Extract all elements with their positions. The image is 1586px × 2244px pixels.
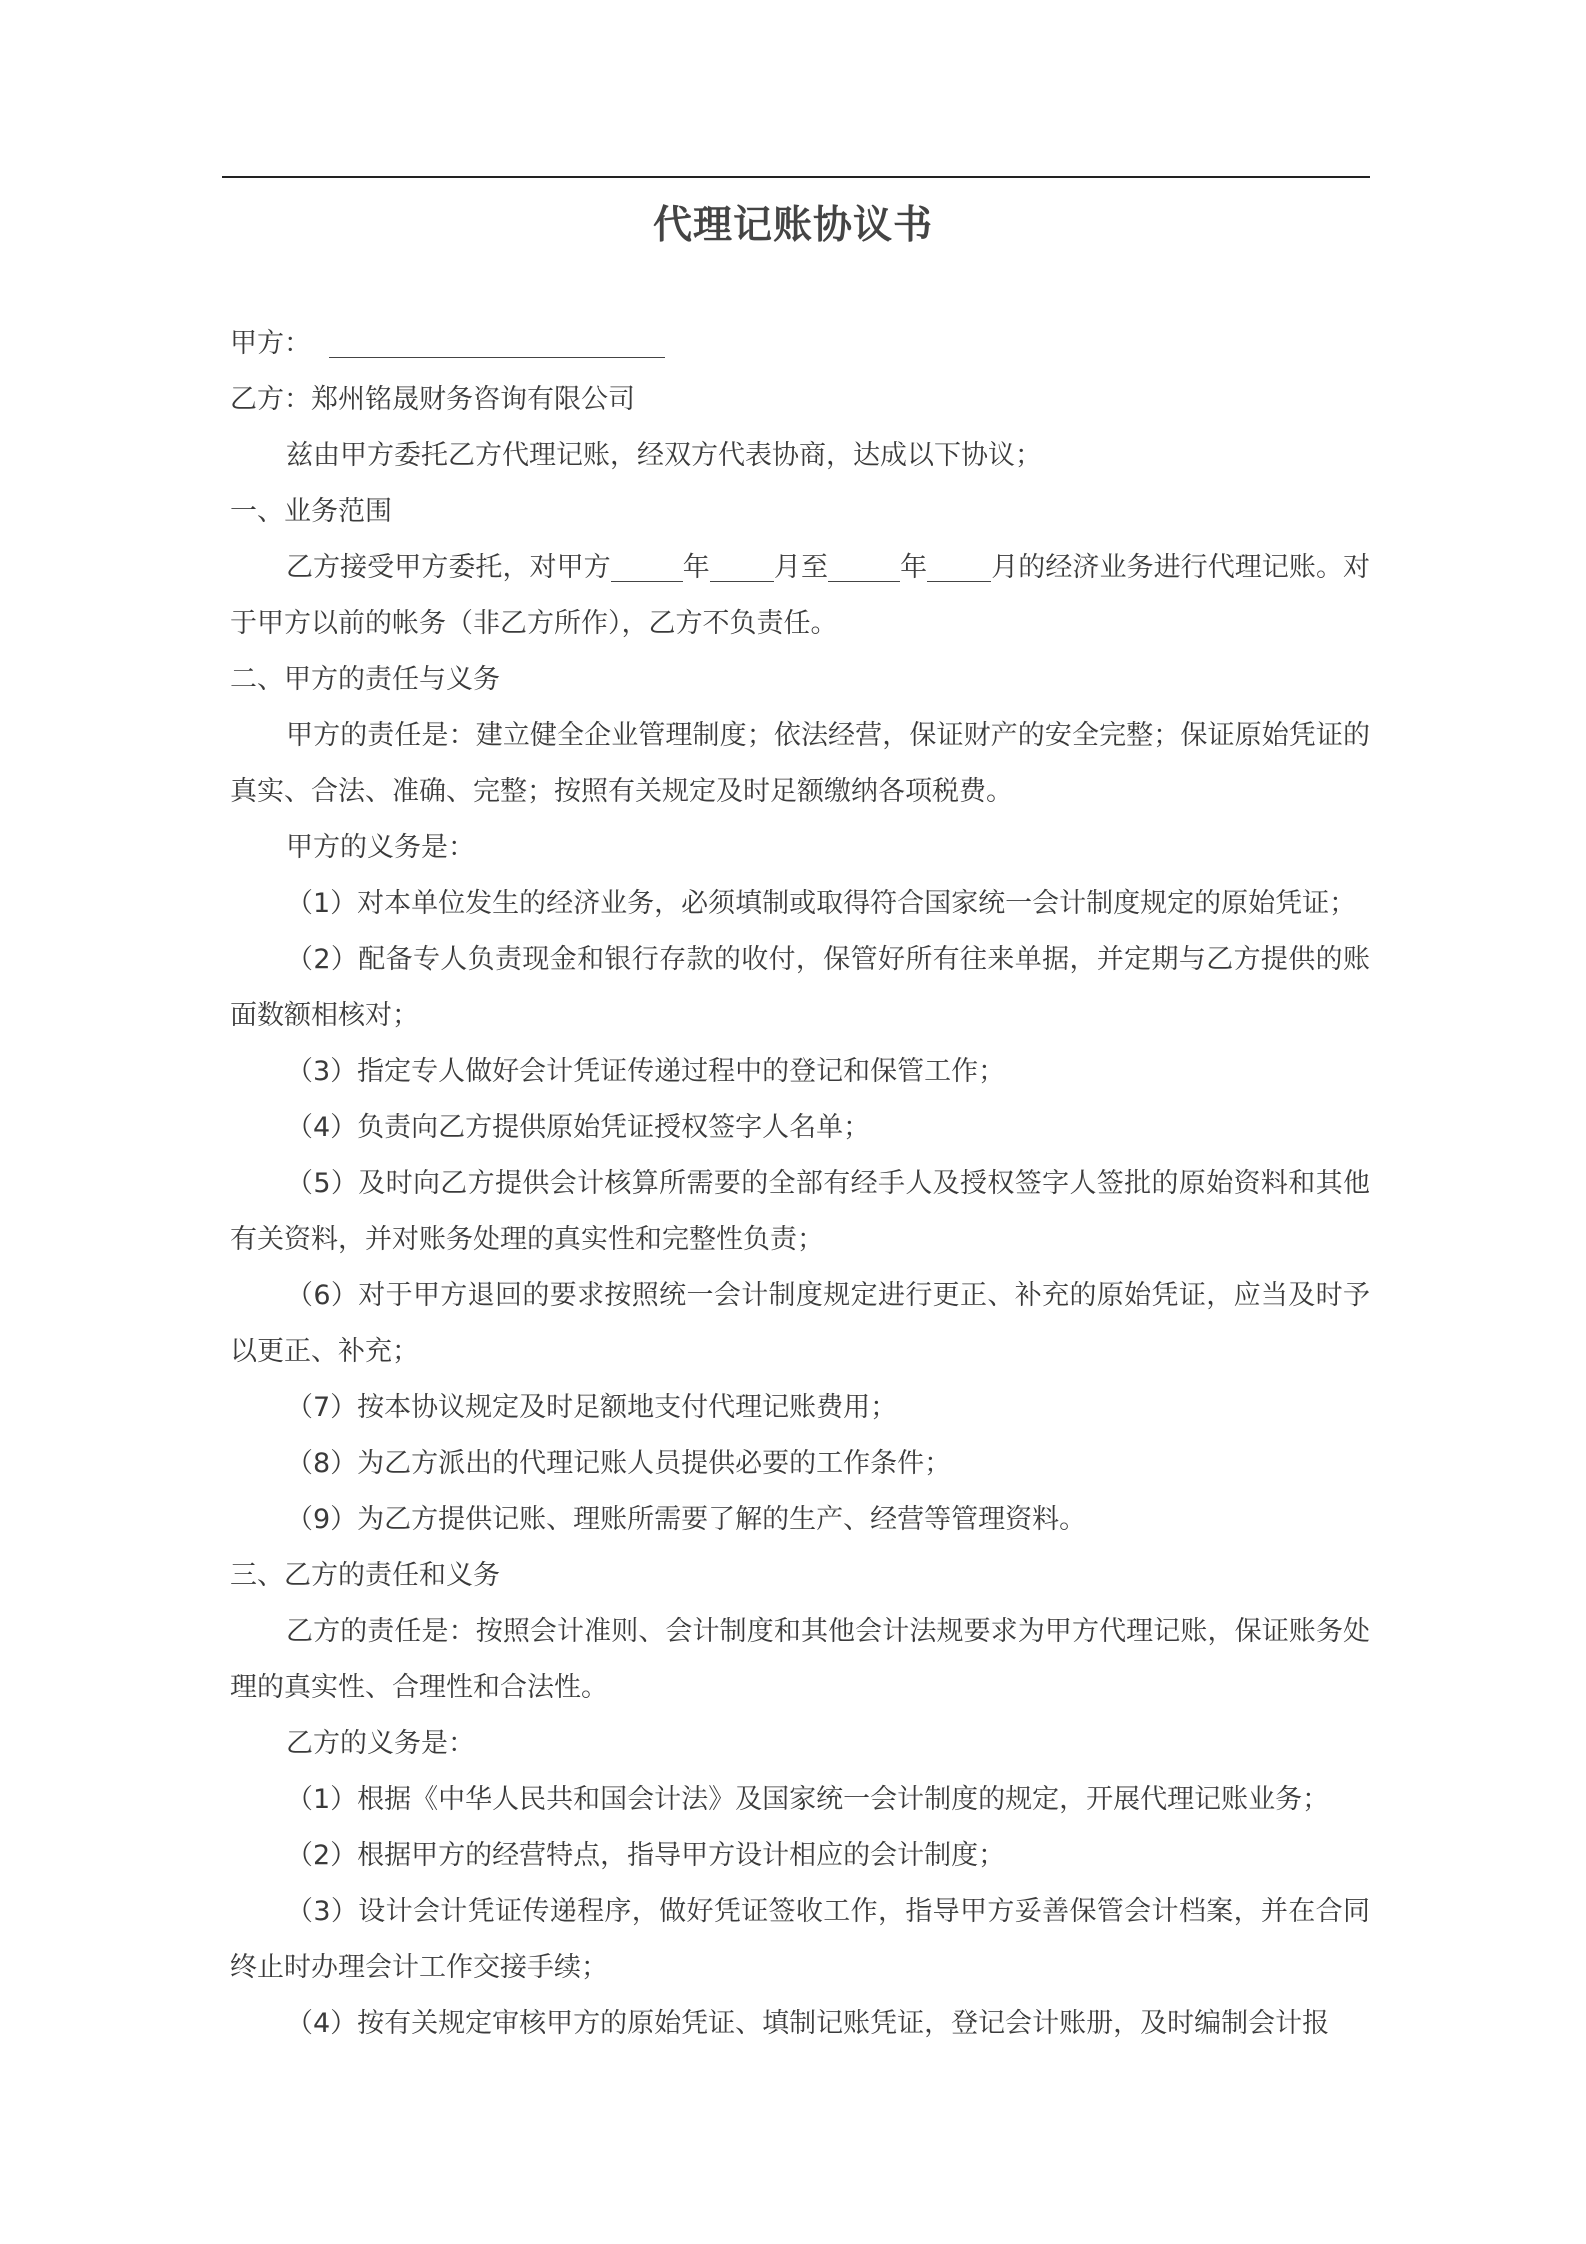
end-month-blank[interactable]: [927, 543, 991, 582]
section2-duty-item: （3）指定专人做好会计凭证传递过程中的登记和保管工作；: [286, 1056, 1006, 1087]
section1-year-label-1: 年: [682, 552, 710, 583]
section2-responsibility: 甲方的责任是：建立健全企业管理制度；依法经营，保证财产的安全完整；保证原始凭证的真实、合法、准确、完整；按照有关规定及时足额缴纳各项税费。: [230, 720, 1370, 807]
start-year-blank[interactable]: [611, 543, 683, 582]
section2-duty-item: （6）对于甲方退回的要求按照统一会计制度规定进行更正、补充的原始凭证，应当及时予以更正、补充；: [230, 1280, 1370, 1367]
party-a-line: [230, 316, 1370, 372]
header-rule: [222, 176, 1370, 178]
section2-duty-item: （4）负责向乙方提供原始凭证授权签字人名单；: [286, 1112, 871, 1143]
party-b-line: 乙方：郑州铭晟财务咨询有限公司: [230, 384, 635, 415]
section1-paragraph: [230, 540, 1370, 652]
section2-duty-item: （5）及时向乙方提供会计核算所需要的全部有经手人及授权签字人签批的原始资料和其他有关资料，并对账务处理的真实性和完整性负责；: [230, 1168, 1370, 1255]
section3-duties-heading: 乙方的义务是：: [286, 1728, 475, 1759]
party-a-blank[interactable]: [329, 319, 665, 358]
section2-duty-item: （8）为乙方派出的代理记账人员提供必要的工作条件；: [286, 1448, 952, 1479]
section1-text-start: 乙方接受甲方委托，对甲方: [286, 552, 611, 583]
section1-year-label-2: 年: [900, 552, 928, 583]
end-year-blank[interactable]: [828, 543, 900, 582]
section3-duty-item: （2）根据甲方的经营特点，指导甲方设计相应的会计制度；: [286, 1840, 1006, 1871]
section3-responsibility: 乙方的责任是：按照会计准则、会计制度和其他会计法规要求为甲方代理记账，保证账务处理的真实性、合理性和合法性。: [230, 1616, 1370, 1703]
section1-month-label-2: 月的经济业务进行代理记账。: [991, 552, 1344, 583]
start-month-blank[interactable]: [710, 543, 774, 582]
section2-duty-item: （1）对本单位发生的经济业务，必须填制或取得符合国家统一会计制度规定的原始凭证；: [286, 888, 1357, 919]
document-title: 代理记账协议书: [652, 203, 933, 248]
section3-duty-item: （3）设计会计凭证传递程序，做好凭证签收工作，指导甲方妥善保管会计档案，并在合同终止时办理会计工作交接手续；: [230, 1896, 1370, 1983]
section2-duty-item: （2）配备专人负责现金和银行存款的收付，保管好所有往来单据，并定期与乙方提供的账面数额相核对；: [230, 944, 1370, 1031]
section2-duty-item: （7）按本协议规定及时足额地支付代理记账费用；: [286, 1392, 898, 1423]
section2-heading: 二、甲方的责任与义务: [230, 664, 500, 695]
intro-paragraph: 兹由甲方委托乙方代理记账，经双方代表协商，达成以下协议；: [286, 440, 1042, 471]
section2-duty-item: （9）为乙方提供记账、理账所需要了解的生产、经营等管理资料。: [286, 1504, 1087, 1535]
section1-month-label-1: 月至: [773, 552, 829, 583]
section3-duty-item: （4）按有关规定审核甲方的原始凭证、填制记账凭证，登记会计账册，及时编制会计报: [286, 2008, 1330, 2039]
section1-text-end: 对于甲方以前的帐务（非乙方所作），乙方不负责任。: [230, 552, 1371, 639]
section2-duties-heading: 甲方的义务是：: [286, 832, 475, 863]
section1-heading: 一、业务范围: [230, 496, 392, 527]
party-a-label: 甲方：: [230, 328, 311, 359]
section3-duty-item: （1）根据《中华人民共和国会计法》及国家统一会计制度的规定，开展代理记账业务；: [286, 1784, 1330, 1815]
document-body: [230, 316, 1370, 2052]
section3-heading: 三、乙方的责任和义务: [230, 1560, 500, 1591]
